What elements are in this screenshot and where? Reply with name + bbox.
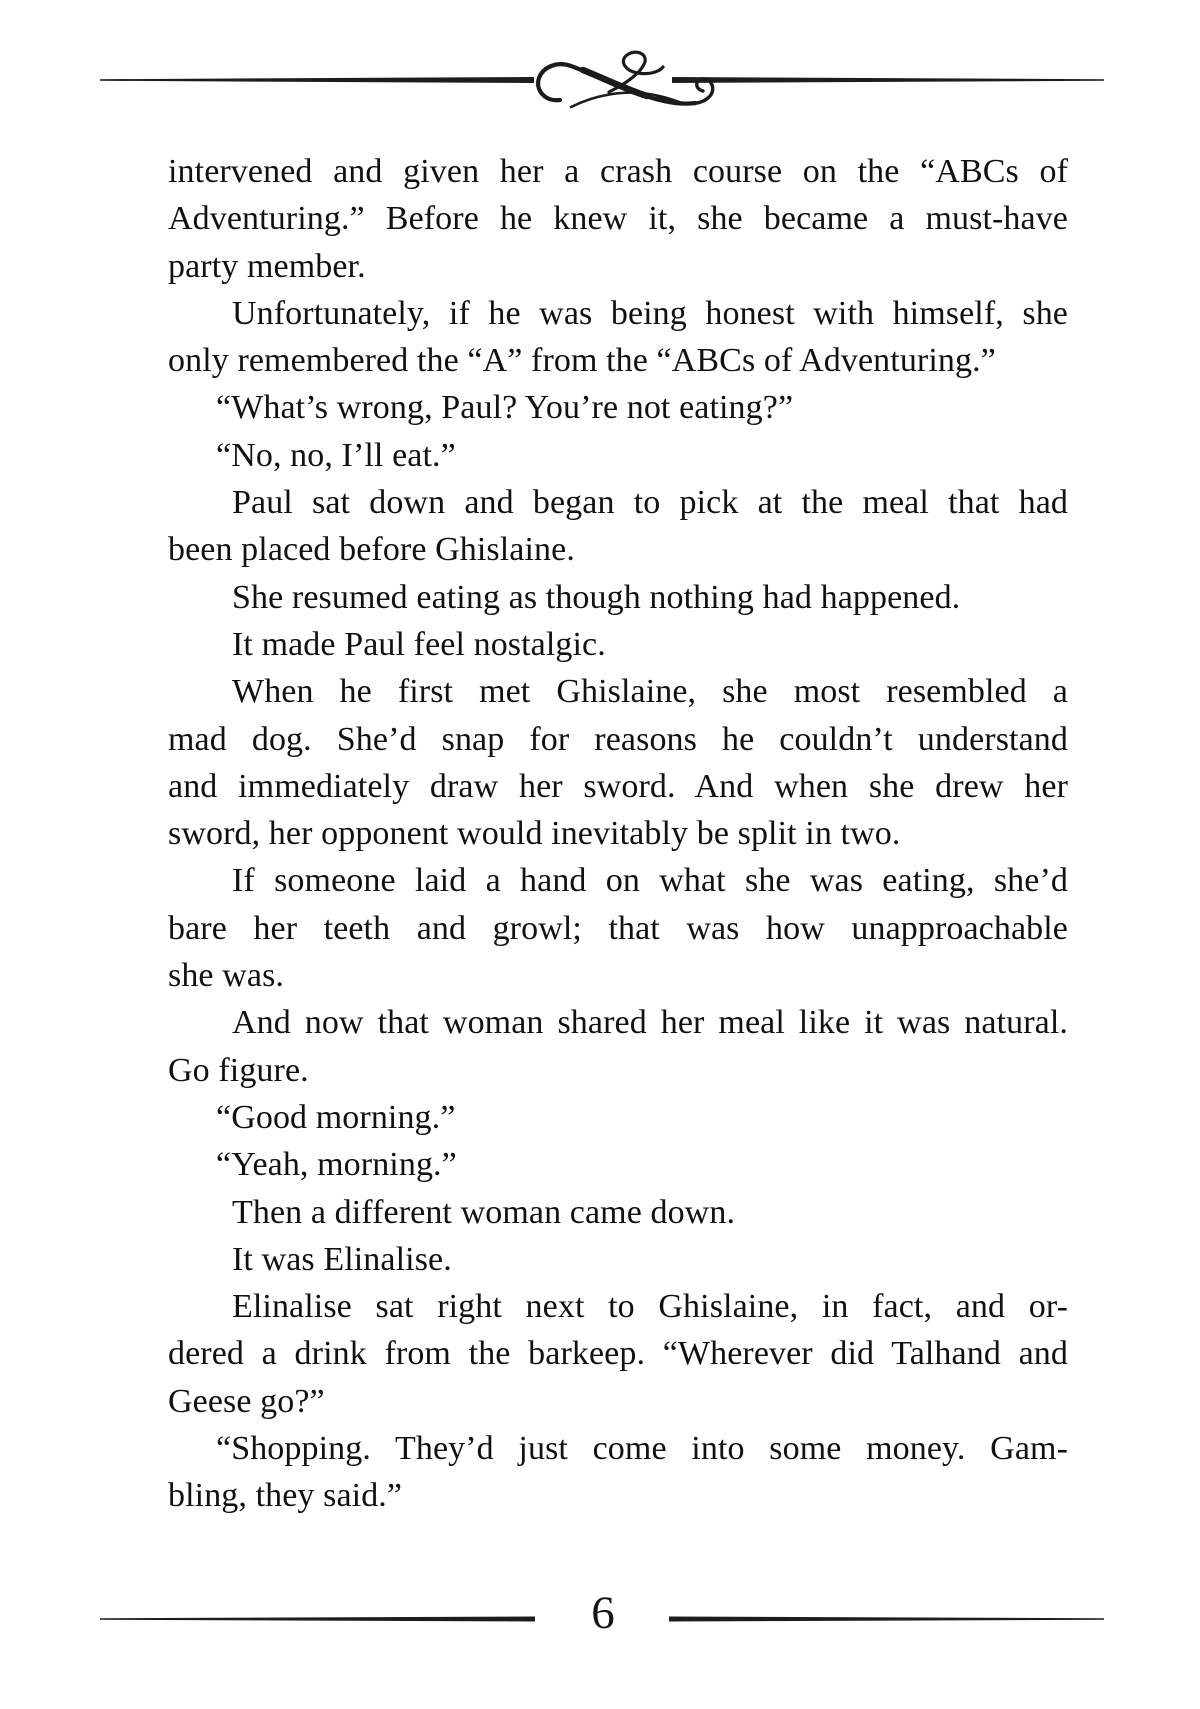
text-line: Paul sat down and began to pick at the meal that had (232, 484, 1068, 522)
paragraph (168, 668, 1068, 857)
text-line: “What’s wrong, Paul? You’re not eating?” (216, 389, 794, 427)
text-line: Adventuring.” Before he knew it, she became a must-have (168, 200, 1068, 238)
text-line: intervened and given her a crash course on the “ABCs of (168, 153, 1068, 190)
paragraph (168, 574, 1068, 621)
text-line: dered a drink from the barkeep. “Wherever did Talhand and (168, 1335, 1068, 1373)
text-line: Then a different woman came down. (232, 1193, 736, 1231)
text-line: Go figure. (168, 1051, 309, 1089)
text-line: bare her teeth and growl; that was how unapproachable (168, 909, 1068, 947)
paragraph (168, 479, 1068, 574)
text-line: bling, they said.” (168, 1477, 403, 1515)
text-line: been placed before Ghislaine. (168, 531, 575, 569)
page-number: 6 (591, 1587, 615, 1639)
text-line: It was Elinalise. (232, 1240, 452, 1278)
text-line: Geese go?” (168, 1382, 325, 1420)
text-line: party member. (168, 247, 366, 285)
paragraph (168, 1189, 1068, 1236)
paragraph (168, 621, 1068, 668)
text-line: only remembered the “A” from the “ABCs of Adventuring.” (168, 342, 996, 380)
text-line: mad dog. She’d snap for reasons he couldn’t understand (168, 720, 1068, 758)
text-line: sword, her opponent would inevitably be split in two. (168, 815, 901, 853)
text-line: If someone laid a hand on what she was eating, she’d (232, 862, 1068, 900)
text-line: She resumed eating as though nothing had happened. (232, 578, 961, 616)
text-block (168, 148, 1068, 1520)
header-rule-right (672, 77, 1104, 83)
page-header-divider (97, 45, 1107, 120)
paragraph (168, 999, 1068, 1094)
paragraph (168, 1094, 1068, 1141)
paragraph (168, 1236, 1068, 1283)
text-line: “No, no, I’ll eat.” (216, 436, 456, 474)
text-line: she was. (168, 957, 284, 995)
paragraph (168, 384, 1068, 431)
text-line: and immediately draw her sword. And when she drew her (168, 767, 1068, 805)
text-line: Unfortunately, if he was being honest with himself, she (232, 294, 1068, 332)
text-line: “Shopping. They’d just come into some money. Gam- (216, 1430, 1068, 1468)
paragraph (168, 148, 1068, 290)
paragraph (168, 857, 1068, 999)
paragraph (168, 1141, 1068, 1188)
header-rule-left (100, 77, 534, 83)
paragraph (168, 432, 1068, 479)
text-line: “Yeah, morning.” (216, 1146, 457, 1184)
paragraph (168, 1283, 1068, 1425)
paragraph (168, 1425, 1068, 1520)
text-line: “Good morning.” (216, 1098, 456, 1136)
text-line: Elinalise sat right next to Ghislaine, in fact, and or- (232, 1288, 1068, 1326)
paragraph (168, 290, 1068, 385)
text-line: And now that woman shared her meal like it was natural. (232, 1004, 1068, 1042)
text-line: When he first met Ghislaine, she most resembled a (232, 673, 1068, 711)
text-line: It made Paul feel nostalgic. (232, 625, 606, 663)
